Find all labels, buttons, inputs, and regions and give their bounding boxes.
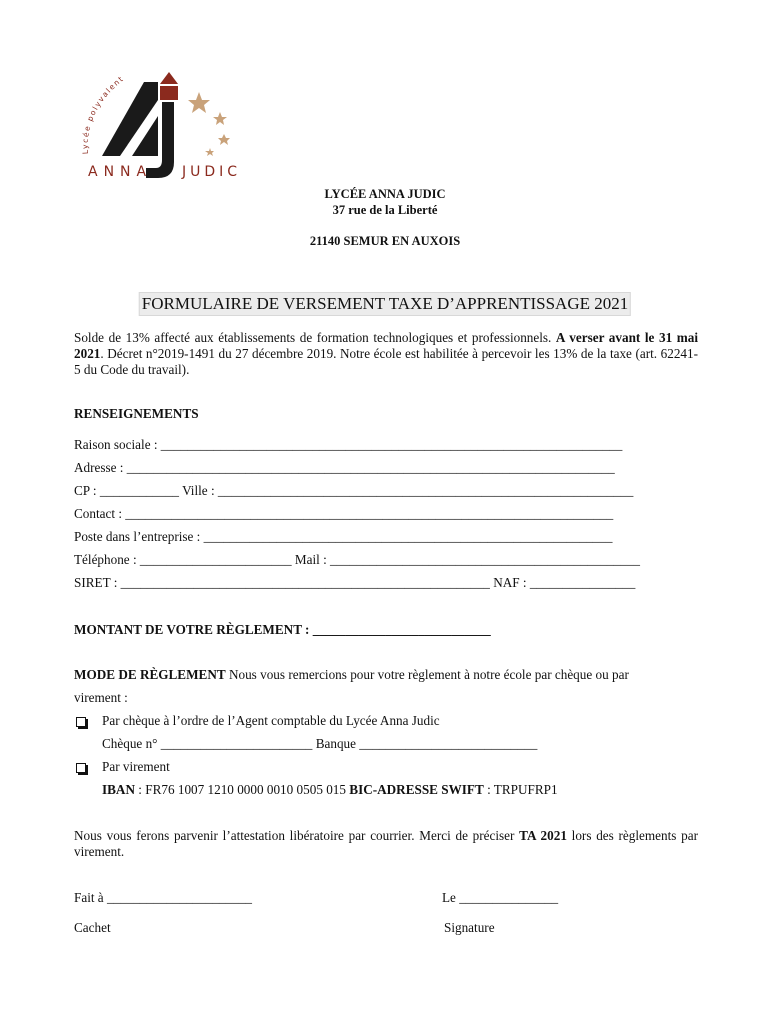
signature-label: Signature [444, 920, 495, 935]
school-logo [74, 70, 244, 185]
field-raison-sociale[interactable]: Raison sociale : ______________________________________________________________________ [74, 437, 623, 452]
checkbox-cheque[interactable] [76, 713, 86, 729]
field-siret-naf[interactable]: SIRET : ________________________________________________________ NAF : ________________ [74, 575, 636, 590]
field-montant[interactable]: MONTANT DE VOTRE RÈGLEMENT : ___________________________ [74, 622, 491, 637]
option-virement-label: Par virement [102, 759, 170, 774]
field-cheque-banque[interactable]: Chèque n° _______________________ Banque ___________________________ [102, 736, 538, 751]
field-poste[interactable]: Poste dans l’entreprise : ______________________________________________________________ [74, 529, 613, 544]
star-icon [188, 92, 210, 113]
star-icon [218, 134, 230, 145]
checkbox-icon[interactable] [76, 717, 86, 727]
iban-bic-line: IBAN : FR76 1007 1210 0000 0010 0505 015 BIC-ADRESSE SWIFT : TRPUFRP1 [102, 782, 558, 797]
option-cheque-label: Par chèque à l’ordre de l’Agent comptable du Lycée Anna Judic [102, 713, 440, 728]
logo-name-left: ANNA [88, 164, 153, 180]
intro-paragraph: Solde de 13% affecté aux établissements de formation technologiques et professionnels. A verser avant le 31 mai 2021. Décret n°2019-1491 du 27 décembre 2019. Notre école est habilitée à percevoir les 13% de la taxe (art. 62241-5 du Code du travail). [74, 330, 698, 377]
school-street: 37 rue de la Liberté [332, 203, 438, 217]
field-contact[interactable]: Contact : __________________________________________________________________________ [74, 506, 614, 521]
field-cp-ville[interactable]: CP : ____________ Ville : _______________________________________________________________ [74, 483, 634, 498]
field-telephone-mail[interactable]: Téléphone : _______________________ Mail : _______________________________________________ [74, 552, 640, 567]
cachet-label: Cachet [74, 920, 111, 935]
field-fait-a[interactable]: Fait à ______________________ [74, 890, 253, 905]
school-city: 21140 SEMUR EN AUXOIS [309, 234, 461, 248]
star-icon [213, 112, 227, 125]
payment-mode-text-2: virement : [74, 690, 128, 705]
logo-name-right: JUDIC [182, 164, 242, 180]
school-name: LYCÉE ANNA JUDIC [324, 187, 446, 201]
field-date-le[interactable]: Le _______________ [442, 890, 559, 905]
field-adresse[interactable]: Adresse : __________________________________________________________________________ [74, 460, 615, 475]
star-icon [205, 148, 214, 156]
checkbox-icon[interactable] [76, 763, 86, 773]
section-heading-renseignements: RENSEIGNEMENTS [74, 406, 199, 421]
checkbox-virement[interactable] [76, 759, 86, 775]
payment-mode-text: MODE DE RÈGLEMENT Nous vous remercions pour votre règlement à notre école par chèque ou par [74, 667, 629, 682]
closing-paragraph: Nous vous ferons parvenir l’attestation libératoire par courrier. Merci de préciser TA 2021 lors des règlements par virement. [74, 828, 698, 859]
form-title: FORMULAIRE DE VERSEMENT TAXE D’APPRENTISSAGE 2021 [139, 292, 631, 316]
logo-arc-text: Lycée polyvalent [80, 73, 126, 155]
